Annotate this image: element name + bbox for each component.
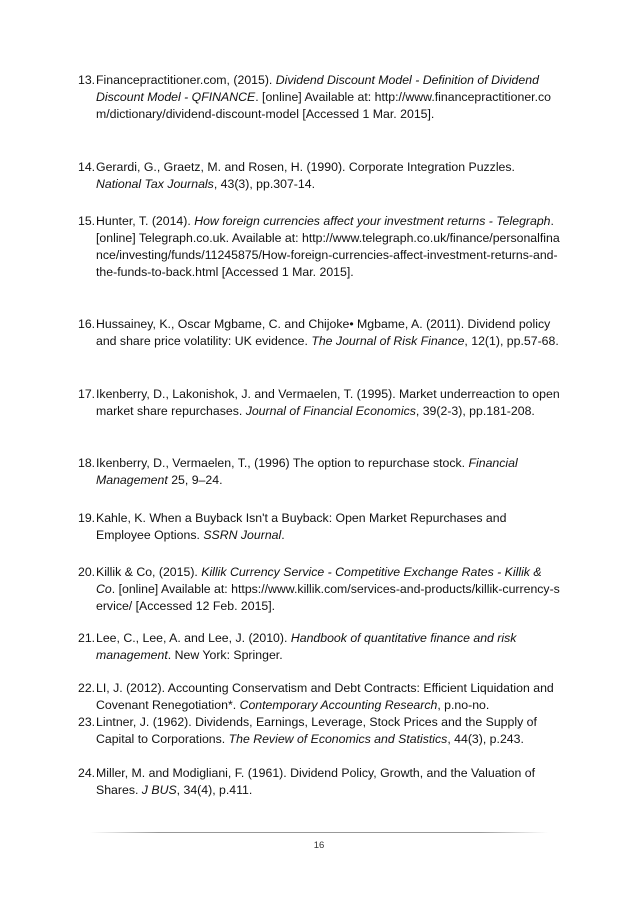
reference-number: 18. <box>78 456 96 470</box>
reference-source-title: Contemporary Accounting Research <box>239 698 438 712</box>
reference-text <box>96 630 560 664</box>
reference-text-part: . [online] Available at: https://www.killik.com/services-and-products/killik-currency-service/ [Accessed 12 Feb. 2015]. <box>96 582 560 613</box>
reference-number: 22. <box>78 681 96 695</box>
reference-text-part: Hunter, T. (2014). <box>96 214 195 228</box>
reference-source-title: Dividend Discount Model - Definition of Dividend Discount Model - QFINANCE <box>96 73 539 104</box>
reference-item <box>78 714 560 748</box>
reference-item <box>78 564 560 615</box>
page-number: 16 <box>313 840 325 851</box>
reference-item <box>78 765 560 799</box>
reference-number: 21. <box>78 631 96 645</box>
reference-item <box>78 386 560 420</box>
reference-text <box>96 765 560 799</box>
reference-text <box>96 564 560 615</box>
reference-item <box>78 455 560 489</box>
reference-text <box>96 714 560 748</box>
reference-source-title: Journal of Financial Economics <box>245 404 416 418</box>
reference-text-part: Lee, C., Lee, A. and Lee, J. (2010). <box>96 631 291 645</box>
reference-source-title: How foreign currencies affect your investment returns - Telegraph <box>194 214 551 228</box>
reference-source-title: National Tax Journals <box>96 177 214 191</box>
reference-item <box>78 680 560 714</box>
reference-text-part: , 12(1), pp.57-68. <box>464 334 559 348</box>
reference-item <box>78 630 560 664</box>
reference-source-title: The Journal of Risk Finance <box>311 334 465 348</box>
reference-text <box>96 213 560 281</box>
reference-number: 15. <box>78 214 96 228</box>
reference-text-part: . <box>281 528 285 542</box>
reference-item <box>78 159 560 193</box>
reference-source-title: The Review of Economics and Statistics <box>228 732 448 746</box>
reference-text <box>96 159 560 193</box>
reference-text-part: Financepractitioner.com, (2015). <box>96 73 276 87</box>
footer-divider <box>90 832 548 833</box>
reference-item <box>78 72 560 123</box>
reference-item <box>78 510 560 544</box>
reference-text-part: Killik & Co, (2015). <box>96 565 202 579</box>
reference-text <box>96 72 560 123</box>
reference-text-part: Ikenberry, D., Lakonishok, J. and Vermaelen, T. (1995). Market underreaction to open market share repurchases. <box>96 387 560 418</box>
reference-source-title: Handbook of quantitative finance and risk management <box>96 631 517 662</box>
reference-text-part: Gerardi, G., Graetz, M. and Rosen, H. (1990). Corporate Integration Puzzles. <box>96 160 515 174</box>
reference-text-part: LI, J. (2012). Accounting Conservatism and Debt Contracts: Efficient Liquidation and Covenant Renegotiation*. <box>96 681 554 712</box>
reference-number: 17. <box>78 387 96 401</box>
reference-text-part: , 44(3), p.243. <box>447 732 524 746</box>
reference-number: 13. <box>78 73 96 87</box>
reference-number: 24. <box>78 766 96 780</box>
reference-item <box>78 213 560 281</box>
reference-text-part: . [online] Available at: http://www.financepractitioner.com/dictionary/dividend-discount-model [Accessed 1 Mar. 2015]. <box>96 90 551 121</box>
reference-text-part: . New York: Springer. <box>167 648 283 662</box>
reference-source-title: J BUS <box>141 783 177 797</box>
reference-text <box>96 510 560 544</box>
reference-text-part: , p.no-no. <box>437 698 490 712</box>
reference-text-part: 25, 9–24. <box>167 473 223 487</box>
reference-number: 14. <box>78 160 96 174</box>
reference-text-part: Miller, M. and Modigliani, F. (1961). Dividend Policy, Growth, and the Valuation of Shares. <box>96 766 536 797</box>
reference-number: 20. <box>78 565 96 579</box>
reference-text-part: , 39(2-3), pp.181-208. <box>415 404 535 418</box>
reference-source-title: Killik Currency Service - Competitive Exchange Rates - Killik & Co <box>96 565 542 596</box>
reference-text-part: , 43(3), pp.307-14. <box>213 177 315 191</box>
reference-text <box>96 316 560 350</box>
reference-text <box>96 680 560 714</box>
reference-text-part: , 34(4), p.411. <box>176 783 253 797</box>
reference-text-part: Lintner, J. (1962). Dividends, Earnings, Leverage, Stock Prices and the Supply of Capital to Corporations. <box>96 715 537 746</box>
reference-text-part: . [online] Telegraph.co.uk. Available at: http://www.telegraph.co.uk/finance/personalfinance/investing/funds/11245875/How-foreign-currencies-affect-investment-returns-and-the-funds-to-back.html [Accessed 1 Mar. 2015]. <box>96 214 560 279</box>
reference-text-part: Ikenberry, D., Vermaelen, T., (1996) The option to repurchase stock. <box>96 456 469 470</box>
reference-number: 16. <box>78 317 96 331</box>
reference-item <box>78 316 560 350</box>
reference-source-title: Financial Management <box>96 456 518 487</box>
reference-text-part: Kahle, K. When a Buyback Isn't a Buyback: Open Market Repurchases and Employee Options. <box>96 511 507 542</box>
reference-source-title: SSRN Journal <box>203 528 282 542</box>
reference-number: 19. <box>78 511 96 525</box>
reference-text <box>96 386 560 420</box>
reference-number: 23. <box>78 715 96 729</box>
reference-text-part: Hussainey, K., Oscar Mgbame, C. and Chijoke• Mgbame, A. (2011). Dividend policy and share price volatility: UK evidence. <box>96 317 551 348</box>
reference-text <box>96 455 560 489</box>
